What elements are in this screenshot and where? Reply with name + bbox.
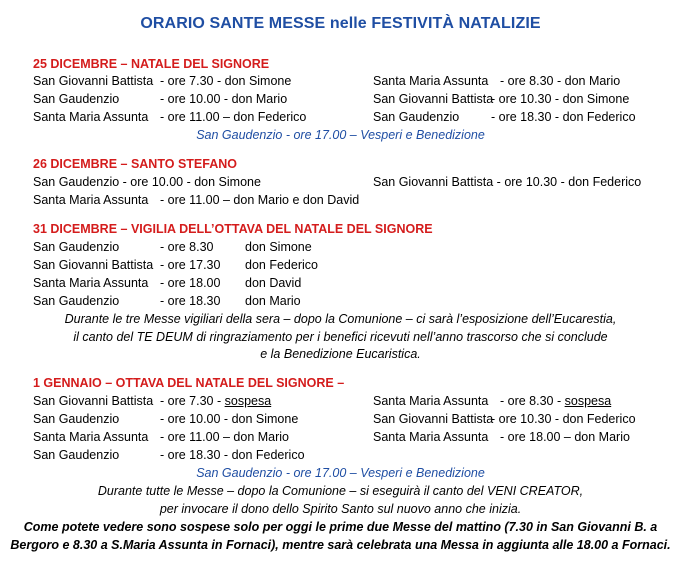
closing-line-1: Come potete vedere sono sospese solo per oggi le prime due Messe del mattino (7.30 in San Giovanni B. a	[23, 520, 658, 534]
s3-time-2: - ore 17.30	[160, 258, 221, 272]
s3-note-line-1: Durante le tre Messe vigiliari della sera – dopo la Comunione – ci sarà l’esposizione dell’Eucarestia,	[64, 312, 617, 326]
s4-right-church-1: Santa Maria Assunta	[373, 394, 489, 408]
page-title	[0, 15, 681, 33]
s2-left-church-2: Santa Maria Assunta	[33, 193, 149, 207]
s3-church-4: San Gaudenzio	[33, 294, 120, 308]
s1-right-church-3: San Gaudenzio	[373, 110, 460, 124]
s3-priest-2: don Federico	[245, 258, 318, 272]
s1-right-church-1: Santa Maria Assunta	[373, 74, 489, 88]
s4-left-time-4: - ore 18.30 - don Federico	[160, 448, 305, 462]
s3-church-2: San Giovanni Battista	[33, 258, 154, 272]
s1-right-time-1: - ore 8.30 - don Mario	[500, 74, 621, 88]
section-heading-26-dicembre: 26 DICEMBRE – SANTO STEFANO	[33, 157, 237, 171]
title-nelle: nelle	[329, 15, 372, 32]
s4-right-church-2: San Giovanni Battista	[373, 412, 494, 426]
s1-left-time-1: - ore 7.30 - don Simone	[160, 74, 292, 88]
s3-church-1: San Gaudenzio	[33, 240, 120, 254]
s3-church-3: Santa Maria Assunta	[33, 276, 149, 290]
s4-left-time-1	[160, 394, 271, 408]
s4-right-time-1	[500, 394, 611, 408]
s3-note-line-3: e la Benedizione Eucaristica.	[260, 347, 421, 361]
s3-time-1: - ore 8.30	[160, 240, 214, 254]
s2-left-time-2: - ore 11.00 – don Mario e don David	[160, 193, 360, 207]
s3-priest-4: don Mario	[245, 294, 301, 308]
title-festivita: FESTIVITÀ NATALIZIE	[371, 15, 541, 32]
s4-right-time-3: - ore 18.00 – don Mario	[500, 430, 630, 444]
s4-left-church-3: Santa Maria Assunta	[33, 430, 149, 444]
s3-time-3: - ore 18.00	[160, 276, 221, 290]
s4-right-suspended-1: sospesa	[564, 394, 612, 408]
section-heading-1-gennaio: 1 GENNAIO – OTTAVA DEL NATALE DEL SIGNORE –	[33, 376, 345, 390]
s1-right-time-3: - ore 18.30 - don Federico	[491, 110, 636, 124]
s1-left-church-2: San Gaudenzio	[33, 92, 120, 106]
s3-priest-3: don David	[245, 276, 302, 290]
s4-left-time-1-text: - ore 7.30 -	[160, 394, 225, 408]
s4-left-time-2: - ore 10.00 - don Simone	[160, 412, 299, 426]
s1-vespers-note: San Gaudenzio - ore 17.00 – Vesperi e Benedizione	[196, 128, 485, 142]
s1-right-church-2: San Giovanni Battista	[373, 92, 494, 106]
s3-note-line-2: il canto del TE DEUM di ringraziamento per i benefici ricevuti nell’anno trascorso che si conclude	[73, 330, 608, 344]
section-heading-31-dicembre: 31 DICEMBRE – VIGILIA DELL’OTTAVA DEL NATALE DEL SIGNORE	[33, 222, 433, 236]
s1-left-time-2: - ore 10.00 - don Mario	[160, 92, 288, 106]
s3-priest-1: don Simone	[245, 240, 312, 254]
s4-vespers-note: San Gaudenzio - ore 17.00 – Vesperi e Benedizione	[196, 466, 485, 480]
s1-left-church-3: Santa Maria Assunta	[33, 110, 149, 124]
s4-left-suspended-1: sospesa	[224, 394, 272, 408]
closing-line-2: Bergoro e 8.30 a S.Maria Assunta in Fornaci), mentre sarà celebrata una Messa in aggiunta alle 18.00 a Fornaci.	[10, 538, 671, 552]
s4-left-church-2: San Gaudenzio	[33, 412, 120, 426]
s4-left-church-4: San Gaudenzio	[33, 448, 120, 462]
s2-right-row-1: San Giovanni Battista - ore 10.30 - don Federico	[373, 175, 642, 189]
s4-note-line-2: Durante tutte le Messe – dopo la Comunione – si eseguirà il canto del VENI CREATOR,	[97, 484, 584, 498]
section-heading-25-dicembre: 25 DICEMBRE – NATALE DEL SIGNORE	[33, 57, 270, 71]
s4-left-time-3: - ore 11.00 – don Mario	[160, 430, 290, 444]
s3-time-4: - ore 18.30	[160, 294, 221, 308]
s4-note-line-3: per invocare il dono dello Spirito Santo sul nuovo anno che inizia.	[159, 502, 522, 516]
s1-left-time-3: - ore 11.00 – don Federico	[160, 110, 307, 124]
s1-right-time-2: - ore 10.30 - don Simone	[491, 92, 630, 106]
s4-left-church-1: San Giovanni Battista	[33, 394, 154, 408]
s4-right-time-1-text: - ore 8.30 -	[500, 394, 565, 408]
s4-right-church-3: Santa Maria Assunta	[373, 430, 489, 444]
s4-right-time-2: - ore 10.30 - don Federico	[491, 412, 636, 426]
s1-left-church-1: San Giovanni Battista	[33, 74, 154, 88]
title-main: ORARIO SANTE MESSE	[140, 15, 330, 32]
s2-left-row-1: San Gaudenzio - ore 10.00 - don Simone	[33, 175, 261, 189]
